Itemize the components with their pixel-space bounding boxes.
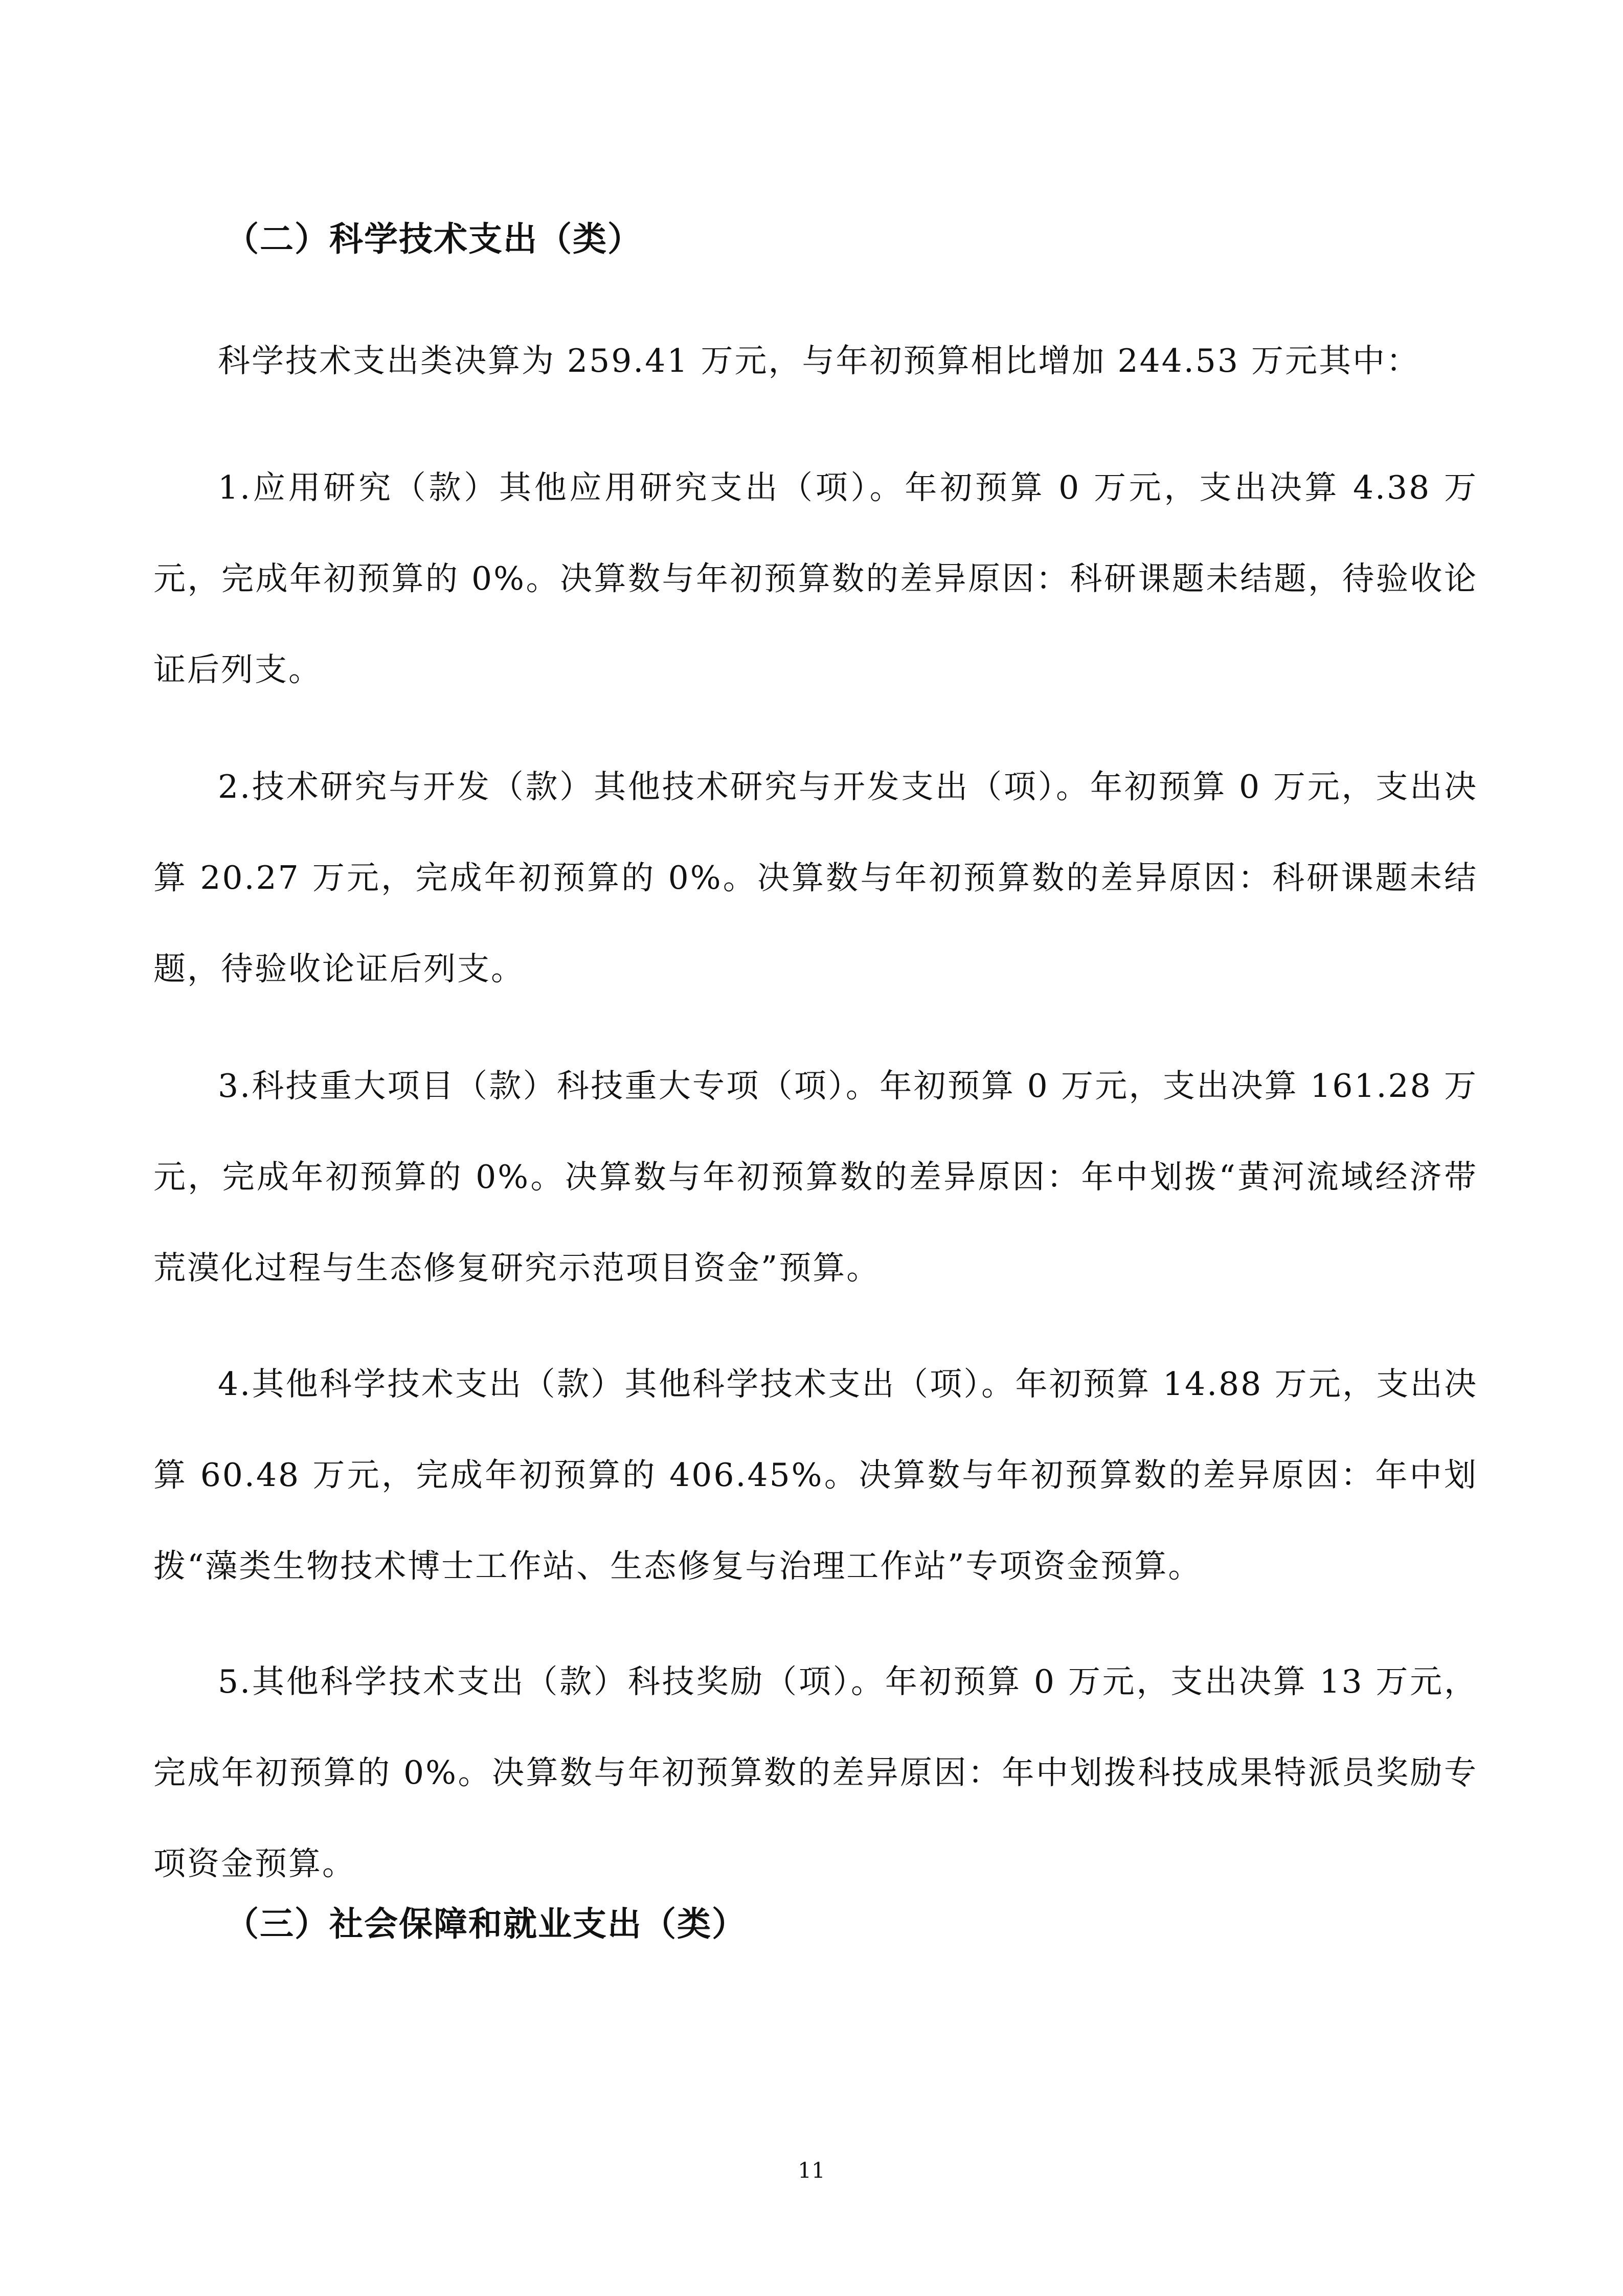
section-heading-science-tech: （二）科学技术支出（类） <box>225 219 642 259</box>
list-item-tech-research-development: 2.技术研究与开发（款）其他技术研究与开发支出（项）。年初预算 0 万元，支出决算 20.27 万元，完成年初预算的 0%。决算数与年初预算数的差异原因：科研课题未结题，待验收论证后列支。 <box>153 768 1478 987</box>
list-item-major-sci-tech-projects: 3.科技重大项目（款）科技重大专项（项）。年初预算 0 万元，支出决算 161.28 万元，完成年初预算的 0%。决算数与年初预算数的差异原因：年中划拨“黄河流域经济带荒漠化过程与生态修复研究示范项目资金”预算。 <box>153 1067 1478 1287</box>
list-item-applied-research: 1.应用研究（款）其他应用研究支出（项）。年初预算 0 万元，支出决算 4.38 万元，完成年初预算的 0%。决算数与年初预算数的差异原因：科研课题未结题，待验收论证后列支。 <box>153 469 1478 688</box>
page-number: 11 <box>798 2158 825 2183</box>
section-intro-paragraph: 科学技术支出类决算为 259.41 万元，与年初预算相比增加 244.53 万元其中： <box>218 342 1420 379</box>
section-heading-social-security: （三）社会保障和就业支出（类） <box>225 1904 747 1944</box>
list-item-other-sci-tech-expenditure: 4.其他科学技术支出（款）其他科学技术支出（项）。年初预算 14.88 万元，支出决算 60.48 万元，完成年初预算的 406.45%。决算数与年初预算数的差异原因：年中划拨“藻类生物技术博士工作站、生态修复与治理工作站”专项资金预算。 <box>153 1365 1478 1585</box>
list-item-sci-tech-awards: 5.其他科学技术支出（款）科技奖励（项）。年初预算 0 万元，支出决算 13 万元，完成年初预算的 0%。决算数与年初预算数的差异原因：年中划拨科技成果特派员奖励专项资金预算。 <box>153 1663 1478 1882</box>
